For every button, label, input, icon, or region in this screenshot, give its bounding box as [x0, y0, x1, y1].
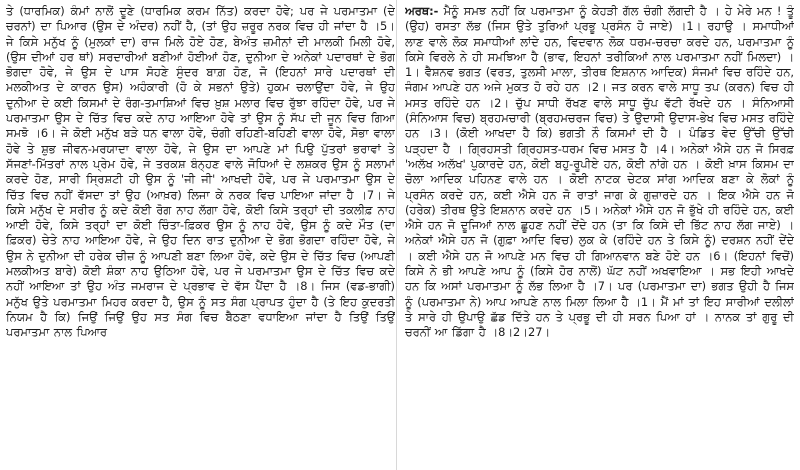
left-column-text: ਤੇ (ਧਾਰਮਿਕ) ਕੰਮਾਂ ਨਾਲੋਂ ਦੂਣੇ (ਧਾਰਮਿਕ ਕਰਮ ਨਿੱਤ) ਕਰਦਾ ਹੋਵੇ; ਪਰ ਜੇ ਪਰਮਾਤਮਾ (ਦੇ ਚਰਨਾਂ) ਦਾ ਪਿਆਰ (ਉਸ ਦੇ ਅੰਦਰ) ਨਹੀਂ ਹੈ, (ਤਾਂ ਉਹ ਜ਼ਰੂਰ ਨਰਕ ਵਿਚ ਹੀ ਜਾਂਦਾ ਹੈ ।5। ਜੇ ਕਿਸੇ ਮਨੁੱਖ ਨੂੰ (ਮੁਲਕਾਂ ਦਾ) ਰਾਜ ਮਿਲੇ ਹੋਏ ਹੋਣ, ਬੇਅੰਤ ਜ਼ਮੀਨਾਂ ਦੀ ਮਾਲਕੀ ਮਿਲੀ ਹੋਵੇ, (ਉਸ ਦੀਆਂ ਹਰ ਥਾਂ) ਸਰਦਾਰੀਆਂ ਬਣੀਆਂ ਹੋਈਆਂ ਹੋਣ, ਦੁਨੀਆ ਦੇ ਅਨੇਕਾਂ ਪਦਾਰਥਾਂ ਦੇ ਭੋਗ ਭੋਗਦਾ ਹੋਵੇ, ਜੇ ਉਸ ਦੇ ਪਾਸ ਸੋਹਣੇ ਸੁੰਦਰ ਬਾਗ਼ ਹੋਣ, ਜੋ (ਇਹਨਾਂ ਸਾਰੇ ਪਦਾਰਥਾਂ ਦੀ ਮਲਕੀਅਤ ਦੇ ਕਾਰਨ ਉਸ) ਅਹੰਕਾਰੀ (ਹੋ ਕੇ ਸਭਨਾਂ ਉਤੇ) ਹੁਕਮ ਚਲਾਉਂਦਾ ਹੋਵੇ, ਜੇ ਉਹ ਦੁਨੀਆ ਦੇ ਕਈ ਕਿਸਮਾਂ ਦੇ ਰੰਗ-ਤਮਾਸ਼ਿਆਂ ਵਿਚ ਖ਼ੁਸ਼ ਮਲਾਰ ਵਿਚ ਰੁੱਝਾ ਰਹਿੰਦਾ ਹੋਵੇ, ਪਰ ਜੇ ਪਰਮਾਤਮਾ ਉਸ ਦੇ ਚਿੱਤ ਵਿਚ ਕਦੇ ਨਾਹ ਆਇਆ ਹੋਵੇ ਤਾਂ ਉਸ ਨੂੰ ਸੱਪ ਦੀ ਜੂਨ ਵਿਚ ਗਿਆ ਸਮਝੋ ।6। ਜੇ ਕੋਈ ਮਨੁੱਖ ਬੜੇ ਧਨ ਵਾਲਾ ਹੋਵੇ, ਚੰਗੀ ਰਹਿਣੀ-ਬਹਿਣੀ ਵਾਲਾ ਹੋਵੇ, ਸੋਭਾ ਵਾਲਾ ਹੋਵੇ ਤੇ ਸ਼ੁਭ ਜੀਵਨ-ਮਰਯਾਦਾ ਵਾਲਾ ਹੋਵੇ, ਜੇ ਉਸ ਦਾ ਆਪਣੇ ਮਾਂ ਪਿਉ ਪੁੱਤਰਾਂ ਭਰਾਵਾਂ ਤੇ ਸੱਜਣਾਂ-ਮਿੱਤਰਾਂ ਨਾਲ ਪ੍ਰੇਮ ਹੋਵੇ, ਜੇ ਤਰਕਸ਼ ਬੰਨ੍ਹਣ ਵਾਲੇ ਜੋਧਿਆਂ ਦੇ ਲਸ਼ਕਰ ਉਸ ਨੂੰ ਸਲਾਮਾਂ ਕਰਦੇ ਹੋਣ, ਸਾਰੀ ਸ੍ਰਿਸ਼ਟੀ ਹੀ ਉਸ ਨੂੰ 'ਜੀ ਜੀ' ਆਖਦੀ ਹੋਵੇ, ਪਰ ਜੇ ਪਰਮਾਤਮਾ ਉਸ ਦੇ ਚਿੱਤ ਵਿਚ ਨਹੀਂ ਵੱਸਦਾ ਤਾਂ ਉਹ (ਆਖ਼ਰ) ਲਿਜਾ ਕੇ ਨਰਕ ਵਿਚ ਪਾਇਆ ਜਾਂਦਾ ਹੈ ।7। ਜੇ ਕਿਸੇ ਮਨੁੱਖ ਦੇ ਸਰੀਰ ਨੂੰ ਕਦੇ ਕੋਈ ਰੋਗ ਨਾਹ ਲੱਗਾ ਹੋਵੇ, ਕੋਈ ਕਿਸੇ ਤਰ੍ਹਾਂ ਦੀ ਤਕਲੀਫ਼ ਨਾਹ ਆਈ ਹੋਵੇ, ਕਿਸੇ ਤਰ੍ਹਾਂ ਦਾ ਕੋਈ ਚਿੰਤਾ-ਫ਼ਿਕਰ ਉਸ ਨੂੰ ਨਾਹ ਹੋਵੇ, ਉਸ ਨੂੰ ਕਦੇ ਮੌਤ (ਦਾ ਫ਼ਿਕਰ) ਚੇਤੇ ਨਾਹ ਆਇਆ ਹੋਵੇ, ਜੇ ਉਹ ਦਿਨ ਰਾਤ ਦੁਨੀਆ ਦੇ ਭੋਗ ਭੋਗਦਾ ਰਹਿੰਦਾ ਹੋਵੇ, ਜੇ ਉਸ ਨੇ ਦੁਨੀਆ ਦੀ ਹਰੇਕ ਚੀਜ਼ ਨੂੰ ਆਪਣੀ ਬਣਾ ਲਿਆ ਹੋਵੇ, ਕਦੇ ਉਸ ਦੇ ਚਿੱਤ ਵਿਚ (ਆਪਣੀ ਮਲਕੀਅਤ ਬਾਰੇ) ਕੋਈ ਸ਼ੰਕਾ ਨਾਹ ਉਠਿਆ ਹੋਵੇ, ਪਰ ਜੇ ਪਰਮਾਤਮਾ ਉਸ ਦੇ ਚਿੱਤ ਵਿਚ ਕਦੇ ਨਹੀਂ ਆਇਆ ਤਾਂ ਉਹ ਅੰਤ ਜਮਰਾਜ ਦੇ ਪ੍ਰਭਾਵ ਦੇ ਵੱਸ ਪੈਂਦਾ ਹੈ ।8। ਜਿਸ (ਵਡ-ਭਾਗੀ) ਮਨੁੱਖ ਉਤੇ ਪਰਮਾਤਮਾ ਮਿਹਰ ਕਰਦਾ ਹੈ, ਉਸ ਨੂੰ ਸਤ ਸੰਗ ਪ੍ਰਾਪਤ ਹੁੰਦਾ ਹੈ (ਤੇ ਇਹ ਕੁਦਰਤੀ ਨਿਯਮ ਹੈ ਕਿ) ਜਿਉਂ ਜਿਉਂ ਉਹ ਸਤ ਸੰਗ ਵਿਚ ਬੈਠਣਾ ਵਧਾਇਆ ਜਾਂਦਾ ਹੈ ਤਿਉਂ ਤਿਉਂ ਪਰਮਾਤਮਾ ਨਾਲ ਪਿਆਰ — [6, 4, 395, 340]
left-column — [6, 4, 395, 470]
meaning-label: ਅਰਥ:- — [405, 4, 439, 18]
right-column-paragraph — [405, 4, 794, 341]
column-divider — [396, 0, 397, 470]
right-column — [405, 4, 794, 470]
right-column-text: ਮੈਨੂੰ ਸਮਝ ਨਹੀਂ ਕਿ ਪਰਮਾਤਮਾ ਨੂੰ ਕੇਹੜੀ ਗੱਲ ਚੰਗੀ ਲੱਗਦੀ ਹੈ । ਹੇ ਮੇਰੇ ਮਨ ! ਤੂੰ (ਉਹ) ਰਸਤਾ ਲੱਭ (ਜਿਸ ਉਤੇ ਤੁਰਿਆਂ ਪ੍ਰਭੂ ਪ੍ਰਸੰਨ ਹੋ ਜਾਏ) ।1। ਰਹਾਉ । ਸਮਾਧੀਆਂ ਲਾਣ ਵਾਲੇ ਲੋਕ ਸਮਾਧੀਆਂ ਲਾਂਦੇ ਹਨ, ਵਿਦਵਾਨ ਲੋਕ ਧਰਮ-ਚਰਚਾ ਕਰਦੇ ਹਨ, ਪਰਮਾਤਮਾ ਨੂੰ ਕਿਸੇ ਵਿਰਲੇ ਨੇ ਹੀ ਸਮਝਿਆ ਹੈ (ਭਾਵ, ਇਹਨਾਂ ਤਰੀਕਿਆਂ ਨਾਲ ਪਰਮਾਤਮਾ ਨਹੀਂ ਮਿਲਦਾ) ।1। ਵੈਸ਼ਨਵ ਭਗਤ (ਵਰਤ, ਤੁਲਸੀ ਮਾਲਾ, ਤੀਰਥ ਇਸ਼ਨਾਨ ਆਦਿਕ) ਸੰਜਮਾਂ ਵਿਚ ਰਹਿੰਦੇ ਹਨ, ਜੰਗਮ ਆਪਣੇ ਹਨ ਅਜੇ ਮੁਕਤ ਹੋ ਰਹੇ ਹਨ ।2। ਜਤ ਕਰਨ ਵਾਲੇ ਸਾਧੂ ਤਪ (ਕਰਨ) ਵਿਚ ਹੀ ਮਸਤ ਰਹਿੰਦੇ ਹਨ ।2। ਚੁੱਪ ਸਾਧੀ ਰੱਖਣ ਵਾਲੇ ਸਾਧੂ ਚੁੱਪ ਵੱਟੀ ਰੱਖਦੇ ਹਨ । ਸੰਨਿਆਸੀ (ਸੰਨਿਆਸ ਵਿਚ) ਬ੍ਰਹਮਚਾਰੀ (ਬ੍ਰਹਮਚਰਜ ਵਿਚ) ਤੇ ਉਦਾਸੀ ਉਦਾਸ-ਭੇਖ ਵਿਚ ਮਸਤ ਰਹਿੰਦੇ ਹਨ ।3। (ਕੋਈ ਆਖਦਾ ਹੈ ਕਿ) ਭਗਤੀ ਨੌ ਕਿਸਮਾਂ ਦੀ ਹੈ । ਪੰਡਿਤ ਵੇਦ ਉੱਚੀ ਉੱਚੀ ਪੜ੍ਹਦਾ ਹੈ । ਗ੍ਰਿਹਸਤੀ ਗ੍ਰਿਹਸਤ-ਧਰਮ ਵਿਚ ਮਸਤ ਹੈ ।4। ਅਨੇਕਾਂ ਐਸੇ ਹਨ ਜੋ ਸਿਰਫ਼ 'ਅਲੱਖ ਅਲੱਖ' ਪੁਕਾਰਦੇ ਹਨ, ਕੋਈ ਬਹੁ-ਰੂਪੀਏ ਹਨ, ਕੋਈ ਨਾਂਗੇ ਹਨ । ਕੋਈ ਖ਼ਾਸ ਕਿਸਮ ਦਾ ਚੋਲਾ ਆਦਿਕ ਪਹਿਨਣ ਵਾਲੇ ਹਨ । ਕੋਈ ਨਾਟਕ ਚੇਟਕ ਸਾਂਗ ਆਦਿਕ ਬਣਾ ਕੇ ਲੋਕਾਂ ਨੂੰ ਪ੍ਰਸੰਨ ਕਰਦੇ ਹਨ, ਕਈ ਐਸੇ ਹਨ ਜੋ ਰਾਤਾਂ ਜਾਗ ਕੇ ਗੁਜ਼ਾਰਦੇ ਹਨ । ਇਕ ਐਸੇ ਹਨ ਜੋ (ਹਰੇਕ) ਤੀਰਥ ਉਤੇ ਇਸ਼ਨਾਨ ਕਰਦੇ ਹਨ ।5। ਅਨੇਕਾਂ ਐਸੇ ਹਨ ਜੋ ਭੁੱਖੇ ਹੀ ਰਹਿੰਦੇ ਹਨ, ਕਈ ਐਸੇ ਹਨ ਜੋ ਦੂਜਿਆਂ ਨਾਲ ਛੂਹਣ ਨਹੀਂ ਦੇਂਦੇ ਹਨ (ਤਾ ਕਿ ਕਿਸੇ ਦੀ ਭਿੱਟ ਨਾਹ ਲੱਗ ਜਾਏ) । ਅਨੇਕਾਂ ਐਸੇ ਹਨ ਜੋ (ਗੁਫ਼ਾ ਆਦਿ ਵਿਚ) ਲੁਕ ਕੇ (ਰਹਿੰਦੇ ਹਨ ਤੇ ਕਿਸੇ ਨੂੰ) ਦਰਸ਼ਨ ਨਹੀਂ ਦੇਂਦੇ । ਕਈ ਐਸੇ ਹਨ ਜੋ ਆਪਣੇ ਮਨ ਵਿਚ ਹੀ ਗਿਆਨਵਾਨ ਬਣੇ ਹੋਏ ਹਨ ।6। (ਇਹਨਾਂ ਵਿਚੋਂ) ਕਿਸੇ ਨੇ ਭੀ ਆਪਣੇ ਆਪ ਨੂੰ (ਕਿਸੇ ਹੋਰ ਨਾਲੋਂ) ਘੱਟ ਨਹੀਂ ਅਖਵਾਇਆ । ਸਭ ਇਹੀ ਆਖਦੇ ਹਨ ਕਿ ਅਸਾਂ ਪਰਮਾਤਮਾ ਨੂੰ ਲੱਭ ਲਿਆ ਹੈ ।7। ਪਰ (ਪਰਮਾਤਮਾ ਦਾ) ਭਗਤ ਉਹੀ ਹੈ ਜਿਸ ਨੂੰ (ਪਰਮਾਤਮਾ ਨੇ) ਆਪ ਆਪਣੇ ਨਾਲ ਮਿਲਾ ਲਿਆ ਹੈ ।1। ਮੈਂ ਮਾਂ ਤਾਂ ਇਹ ਸਾਰੀਆਂ ਦਲੀਲਾਂ ਤੇ ਸਾਰੇ ਹੀ ਉਪਾਉ ਛੱਡ ਦਿੱਤੇ ਹਨ ਤੇ ਪ੍ਰਭੂ ਦੀ ਹੀ ਸਰਨ ਪਿਆ ਹਾਂ । ਨਾਨਕ ਤਾਂ ਗੁਰੂ ਦੀ ਚਰਨੀਂ ਆ ਡਿੱਗਾ ਹੈ ।8।2।27। — [405, 4, 794, 340]
